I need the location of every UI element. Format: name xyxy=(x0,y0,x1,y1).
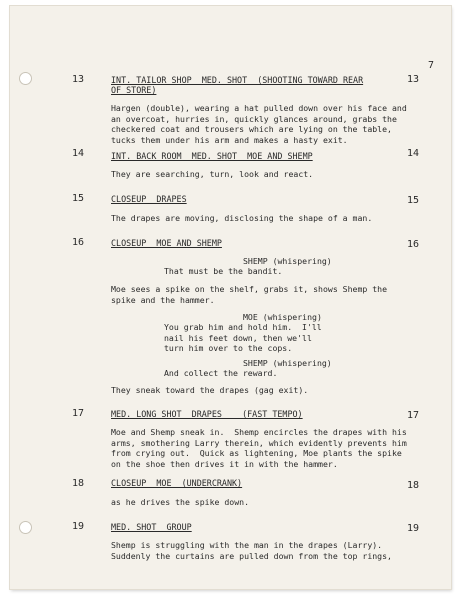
character-cue: MOE (whispering) xyxy=(243,312,322,322)
scene-number-left: 16 xyxy=(72,237,85,248)
action-line: an overcoat, hurries in, quickly glances around, grabs the xyxy=(111,113,397,124)
scene-number-left: 14 xyxy=(72,148,85,159)
dialogue-line: That must be the bandit. xyxy=(164,266,283,276)
scene-heading: CLOSEUP MOE AND SHEMP xyxy=(111,238,222,248)
script-page xyxy=(10,6,451,589)
page-number: 7 xyxy=(428,60,435,71)
scene-number-left: 13 xyxy=(72,74,85,85)
dialogue-line: nail his feet down, then we'll xyxy=(164,332,312,343)
action-line: on the shoe then drives it in with the hammer. xyxy=(111,458,338,469)
scene-number-left: 17 xyxy=(72,408,85,419)
action-line: Suddenly the curtains are pulled down from the top rings, xyxy=(111,550,392,561)
dialogue-line: turn him over to the cops. xyxy=(164,343,293,353)
action-line: They are searching, turn, look and react. xyxy=(111,169,314,179)
action-line: arms, smothering Larry therein, which evidently prevents him xyxy=(111,437,407,448)
action-line: Moe and Shemp sneak in. Shemp encircles the drapes with his xyxy=(111,427,407,437)
scene-number-left: 18 xyxy=(72,478,85,489)
action-line: from crying out. Quick as lightening, Moe plants the spike xyxy=(111,448,402,458)
scene-heading-line: OF STORE) xyxy=(111,85,157,95)
action-line: spike and the hammer. xyxy=(111,294,215,305)
scene-heading: MED. LONG SHOT DRAPES (FAST TEMPO) xyxy=(111,409,303,419)
scene-number-right: 16 xyxy=(407,239,420,250)
scene-number-left: 15 xyxy=(72,193,85,204)
scene-number-right: 13 xyxy=(407,74,420,85)
scene-heading: INT. BACK ROOM MED. SHOT MOE AND SHEMP xyxy=(111,151,313,161)
punch-hole-bottom xyxy=(19,521,32,534)
dialogue-line: And collect the reward. xyxy=(164,368,278,378)
scene-number-right: 19 xyxy=(407,523,420,534)
action-line: checkered coat and trousers which are lying on the table, xyxy=(111,124,392,134)
scene-heading: MED. SHOT GROUP xyxy=(111,522,192,532)
scene-number-right: 15 xyxy=(407,195,420,206)
scene-number-right: 18 xyxy=(407,480,420,491)
action-line: Hargen (double), wearing a hat pulled down over his face and xyxy=(111,103,407,113)
scene-heading: CLOSEUP DRAPES xyxy=(111,194,187,204)
action-line: as he drives the spike down. xyxy=(111,497,250,507)
scene-number-right: 14 xyxy=(407,148,420,159)
action-line: Moe sees a spike on the shelf, grabs it, shows Shemp the xyxy=(111,284,388,294)
action-line: They sneak toward the drapes (gag exit). xyxy=(111,385,309,395)
action-line: Shemp is struggling with the man in the drapes (Larry). xyxy=(111,540,383,550)
scene-heading-line: INT. TAILOR SHOP MED. SHOT (SHOOTING TOWARD REAR xyxy=(111,75,364,85)
character-cue: SHEMP (whispering) xyxy=(243,358,332,368)
scene-number-left: 19 xyxy=(72,521,85,532)
scene-number-right: 17 xyxy=(407,410,420,421)
action-line: tucks them under his arm and makes a hasty exit. xyxy=(111,134,348,145)
scene-heading: CLOSEUP MOE (UNDERCRANK) xyxy=(111,478,243,488)
action-line: The drapes are moving, disclosing the shape of a man. xyxy=(111,213,373,223)
dialogue-line: You grab him and hold him. I'll xyxy=(164,322,322,332)
character-cue: SHEMP (whispering) xyxy=(243,256,332,266)
punch-hole-top xyxy=(19,72,32,85)
